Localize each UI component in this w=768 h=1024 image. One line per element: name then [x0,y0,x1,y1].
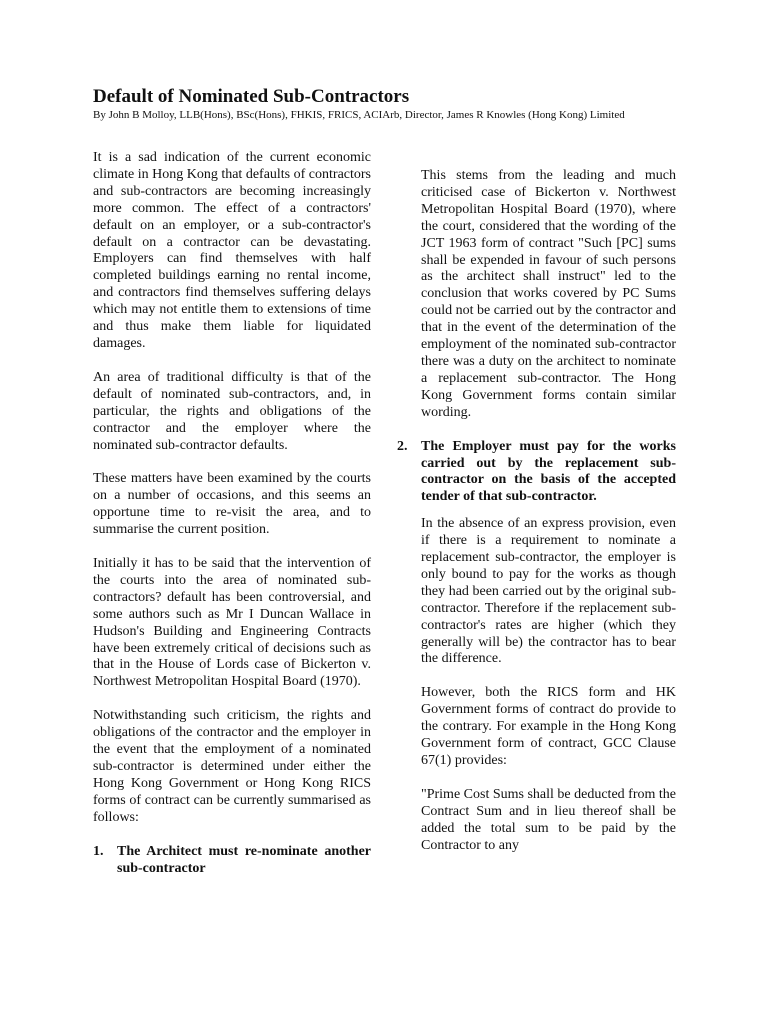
paragraph: In the absence of an express provision, even if there is a requirement to nominate a replacement sub-contractor, the employer is only bound to pay for the works as though they had been carried out by the original sub-contractor. Therefore if the replacement sub-contractor's rates are higher (which they generally will be) the contractor has to bear the difference. [421,516,676,667]
item-heading: The Employer must pay for the works carried out by the replacement sub-contractor on the basis of the accepted tender of that sub-contractor. [421,438,676,505]
paragraph: "Prime Cost Sums shall be deducted from the Contract Sum and in lieu thereof shall be added the total sum to be paid by the Contractor to any [421,786,676,853]
right-column [397,168,676,872]
paragraph: This stems from the leading and much criticised case of Bickerton v. Northwest Metropolitan Hospital Board (1970), where the court, considered that the wording of the JCT 1963 form of contract "Such [PC] sums shall be expended in favour of such persons as the architect shall instruct" led to the conclusion that works covered by PC Sums could not be carried out by the contractor and that in the event of the determination of the employment of the nominated sub-contractor there was a duty on the architect to nominate a replacement sub-contractor. The Hong Kong Government forms contain similar wording. [421,168,677,420]
item-number: 1. [93,843,104,859]
article-title: Default of Nominated Sub-Contractors [93,86,410,107]
paragraph: It is a sad indication of the current economic climate in Hong Kong that defaults of contractors and sub-contractors are becoming increasingly more common. The effect of a contractors' default on an employer, or a sub-contractor's default on a contractor can be devastating. Employers can find themselves with half completed buildings earning no rental income, and contractors find themselves suffering delays which may not entitle them to extensions of time and thus make them liable for liquidated damages. [93,150,371,351]
numbered-heading-1 [93,844,371,878]
paragraph: However, both the RICS form and HK Government forms of contract do provide to the contrary. For example in the Hong Kong Government form of contract, GCC Clause 67(1) provides: [421,685,676,768]
paragraph: Initially it has to be said that the intervention of the courts into the area of nominated sub-contractors? default has been controversial, and some authors such as Mr I Duncan Wallace in Hudson's Building and Engineering Contracts have been extremely critical of decisions such as that in the House of Lords case of Bickerton v. Northwest Metropolitan Hospital Board (1970). [93,556,371,690]
paragraph: Notwithstanding such criticism, the rights and obligations of the contractor and the employer in the event that the employment of a nominated sub-contractor is determined under either the Hong Kong Government or Hong Kong RICS forms of contract can be currently summarised as follows: [93,708,371,825]
paragraph: These matters have been examined by the courts on a number of occasions, and this seems an opportune time to re-visit the area, and to summarise the current position. [93,471,371,538]
left-column [93,150,371,887]
item-number: 2. [397,438,408,454]
article-byline: By John B Molloy, LLB(Hons), BSc(Hons), FHKIS, FRICS, ACIArb, Director, James R Knowles (Hong Kong) Limited [93,109,625,121]
numbered-heading-2 [397,439,676,507]
item-heading: The Architect must re-nominate another sub-contractor [117,843,371,876]
paragraph: An area of traditional difficulty is that of the default of nominated sub-contractors, and, in particular, the rights and obligations of the contractor and the employer where the nominated sub-contractor defaults. [93,369,371,453]
